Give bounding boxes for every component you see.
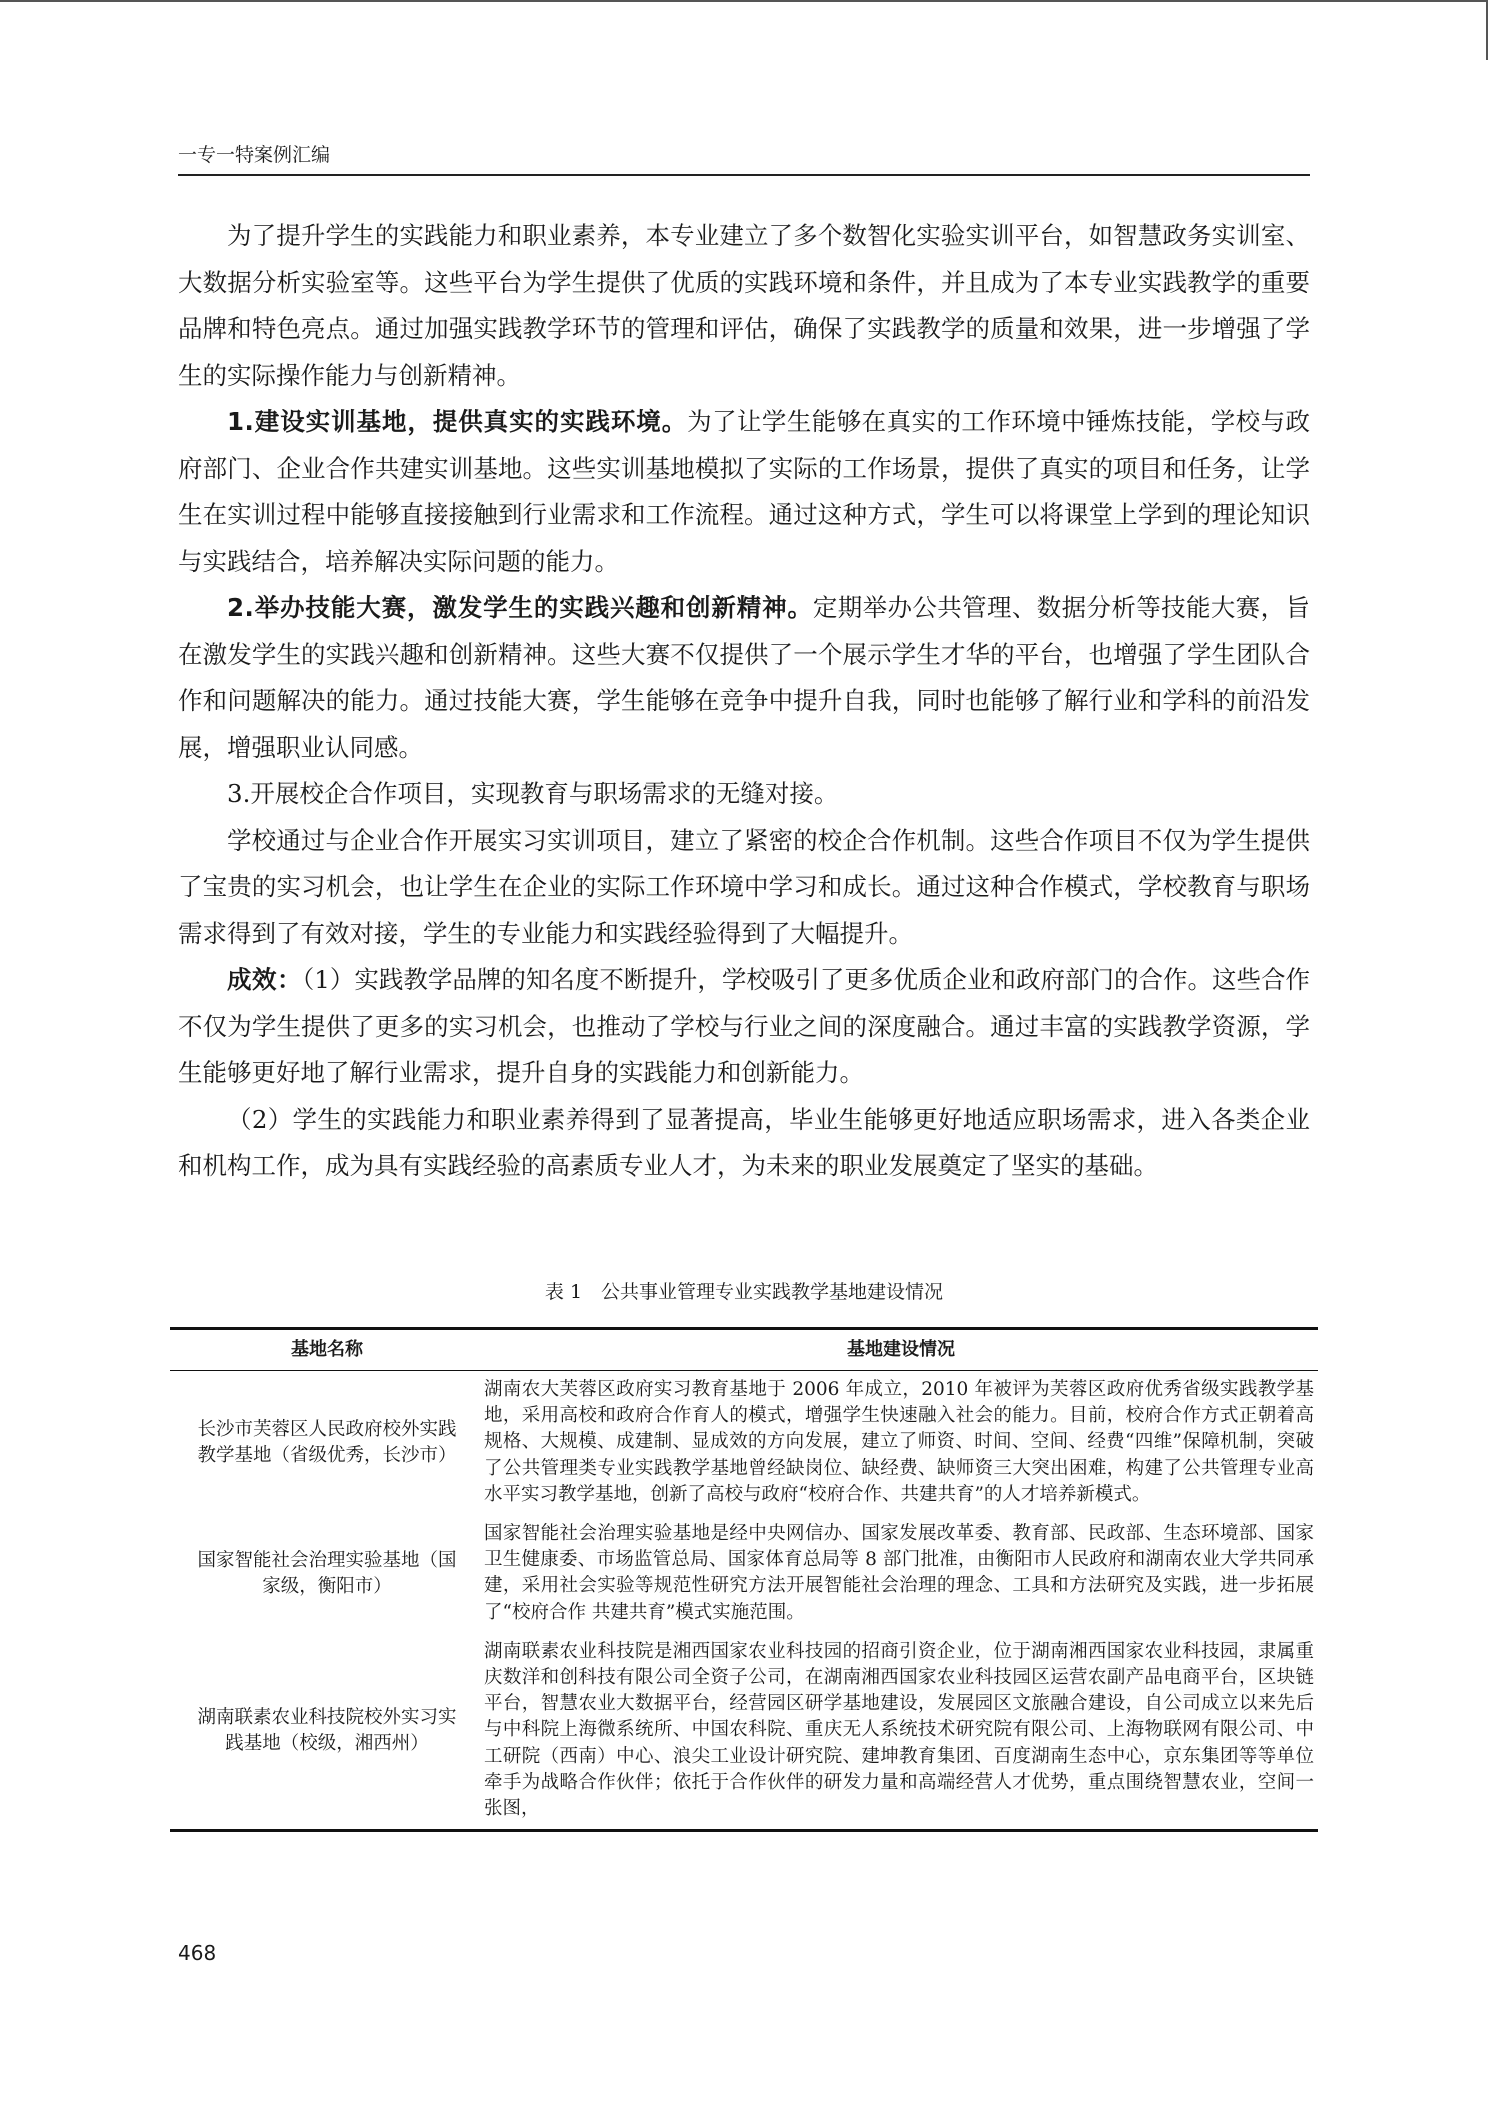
page-number: 468	[178, 1941, 217, 1965]
table-row	[170, 1515, 1318, 1633]
body-text	[178, 213, 1310, 1190]
practice-base-table	[170, 1327, 1318, 1832]
column-header-info: 基地建设情况	[484, 1329, 1318, 1371]
paragraph-training-base-text: 为了让学生能够在真实的工作环境中锤炼技能，学校与政府部门、企业合作共建实训基地。这些实训基地模拟了实际的工作场景，提供了真实的项目和任务，让学生在实训过程中能够直接接触到行业需求和工作流程。通过这种方式，学生可以将课堂上学到的理论知识与实践结合，培养解决实际问题的能力。	[178, 407, 1311, 576]
paragraph-results-2: （2）学生的实践能力和职业素养得到了显著提高，毕业生能够更好地适应职场需求，进入各类企业和机构工作，成为具有实践经验的高素质专业人才，为未来的职业发展奠定了坚实的基础。	[178, 1104, 1310, 1180]
paragraph-results	[178, 957, 1310, 1097]
running-header: 一专一特案例汇编	[178, 142, 1310, 176]
paragraph-training-base	[178, 399, 1310, 585]
heading-results: 成效：	[227, 965, 303, 994]
table-row	[170, 1371, 1318, 1516]
paragraph-intro: 为了提升学生的实践能力和职业素养，本专业建立了多个数智化实验实训平台，如智慧政务实训室、大数据分析实验室等。这些平台为学生提供了优质的实践环境和条件，并且成为了本专业实践教学的重要品牌和特色亮点。通过加强实践教学环节的管理和评估，确保了实践教学的质量和效果，进一步增强了学生的实际操作能力与创新精神。	[178, 221, 1310, 390]
base-info-cell: 湖南联素农业科技院是湘西国家农业科技园的招商引资企业，位于湖南湘西国家农业科技园，隶属重庆数洋和创科技有限公司全资子公司，在湖南湘西国家农业科技园区运营农副产品电商平台，区块链平台，智慧农业大数据平台，经营园区研学基地建设，发展园区文旅融合建设，自公司成立以来先后与中科院上海微系统所、中国农科院、重庆无人系统技术研究院有限公司、上海物联网有限公司、中工研院（西南）中心、浪尖工业设计研究院、建坤教育集团、百度湖南生态中心，京东集团等等单位牵手为战略合作伙伴；依托于合作伙伴的研发力量和高端经营人才优势，重点围绕智慧农业，空间一张图，	[484, 1633, 1318, 1831]
base-info-cell: 国家智能社会治理实验基地是经中央网信办、国家发展改革委、教育部、民政部、生态环境部、国家卫生健康委、市场监管总局、国家体育总局等 8 部门批准，由衡阳市人民政府和湖南农业大学共同承建，采用社会实验等规范性研究方法开展智能社会治理的理念、工具和方法研究及实践，进一步拓展了“校府合作 共建共育”模式实施范围。	[484, 1523, 1314, 1623]
heading-skills-contest: 2.举办技能大赛，激发学生的实践兴趣和创新精神。	[227, 593, 813, 622]
paragraph-skills-contest-text: 定期举办公共管理、数据分析等技能大赛，旨在激发学生的实践兴趣和创新精神。这些大赛不仅提供了一个展示学生才华的平台，也增强了学生团队合作和问题解决的能力。通过技能大赛，学生能够在竞争中提升自我，同时也能够了解行业和学科的前沿发展，增强职业认同感。	[178, 593, 1310, 762]
column-header-name: 基地名称	[170, 1329, 484, 1371]
table-header-row	[170, 1329, 1318, 1371]
paragraph-cooperation: 学校通过与企业合作开展实习实训项目，建立了紧密的校企合作机制。这些合作项目不仅为学生提供了宝贵的实习机会，也让学生在企业的实际工作环境中学习和成长。通过这种合作模式，学校教育与职场需求得到了有效对接，学生的专业能力和实践经验得到了大幅提升。	[178, 825, 1310, 948]
base-name-cell: 国家智能社会治理实验基地（国家级，衡阳市）	[197, 1549, 457, 1597]
base-name-cell: 湖南联素农业科技院校外实习实践基地（校级，湘西州）	[170, 1633, 484, 1831]
base-info-cell: 湖南农大芙蓉区政府实习教育基地于 2006 年成立，2010 年被评为芙蓉区政府优秀省级实践教学基地，采用高校和政府合作育人的模式，增强学生快速融入社会的能力。目前，校府合作方式正朝着高规格、大规模、成建制、显成效的方向发展，建立了师资、时间、空间、经费“四维”保障机制，突破了公共管理类专业实践教学基地曾经缺岗位、缺经费、缺师资三大突出困难，构建了公共管理专业高水平实习教学基地，创新了高校与政府“校府合作、共建共育”的人才培养新模式。	[484, 1379, 1314, 1505]
scan-edge-top	[0, 0, 1488, 2]
paragraph-cooperation-heading: 3.开展校企合作项目，实现教育与职场需求的无缝对接。	[227, 779, 839, 808]
base-name-cell: 长沙市芙蓉区人民政府校外实践教学基地（省级优秀，长沙市）	[197, 1418, 457, 1466]
paragraph-skills-contest	[178, 585, 1310, 771]
table-row	[170, 1633, 1318, 1831]
heading-training-base: 1.建设实训基地，提供真实的实践环境。	[227, 407, 688, 436]
paragraph-results-text: （1）实践教学品牌的知名度不断提升，学校吸引了更多优质企业和政府部门的合作。这些合作不仅为学生提供了更多的实习机会，也推动了学校与行业之间的深度融合。通过丰富的实践教学资源，学生能够更好地了解行业需求，提升自身的实践能力和创新能力。	[178, 965, 1310, 1087]
table-caption: 表 1 公共事业管理专业实践教学基地建设情况	[544, 1281, 944, 1303]
